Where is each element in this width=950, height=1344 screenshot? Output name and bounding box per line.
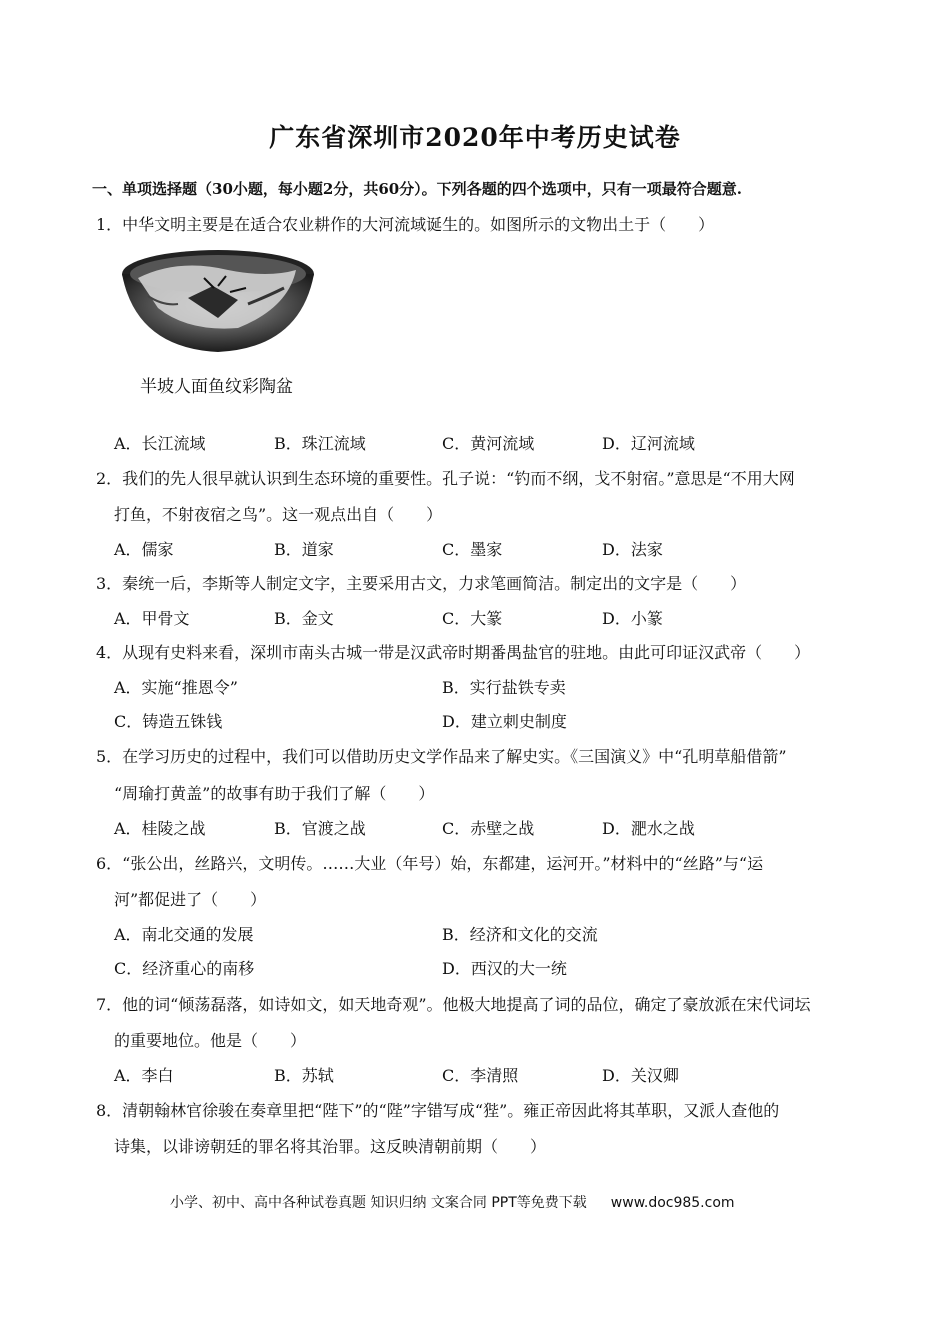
- q4-option-b: B．实行盐铁专卖: [442, 678, 566, 697]
- q2-option-c: C．墨家: [442, 540, 503, 559]
- q6-option-b: B．经济和文化的交流: [442, 925, 598, 944]
- q3-option-c: C．大篆: [442, 609, 503, 628]
- question-8-text: 8．清朝翰林官徐骏在奏章里把“陛下”的“陛”字错写成“狴”。雍正帝因此将其革职，又派人查他的: [96, 1101, 780, 1120]
- q5-option-d: D．淝水之战: [602, 819, 695, 838]
- question-2-text-cont: 打鱼，不射夜宿之鸟”。这一观点出自（ ）: [114, 505, 443, 524]
- q2-option-b: B．道家: [274, 540, 334, 559]
- q1-option-b: B．珠江流域: [274, 434, 366, 453]
- q4-option-a: A．实施“推恩令”: [114, 678, 238, 697]
- question-4-text: 4．从现有史料来看，深圳市南头古城一带是汉武帝时期番禺盐官的驻地。由此可印证汉武帝（ ）: [96, 643, 811, 662]
- q7-option-a: A．李白: [114, 1066, 174, 1085]
- image-caption: 半坡人面鱼纹彩陶盆: [140, 377, 293, 397]
- q2-option-a: A．儒家: [114, 540, 174, 559]
- question-7-text: 7．他的词“倾荡磊落，如诗如文，如天地奇观”。他极大地提高了词的品位，确定了豪放派在宋代词坛: [96, 995, 811, 1014]
- page-title: 广东省深圳市2020年中考历史试卷: [269, 123, 681, 152]
- question-8-text-cont: 诗集，以诽谤朝廷的罪名将其治罪。这反映清朝前期（ ）: [114, 1137, 547, 1156]
- question-7-text-cont: 的重要地位。他是（ ）: [114, 1031, 307, 1050]
- q6-option-d: D．西汉的大一统: [442, 959, 567, 978]
- question-6-text-cont: 河”都促进了（ ）: [114, 890, 267, 909]
- q3-option-d: D．小篆: [602, 609, 663, 628]
- q4-option-d: D．建立刺史制度: [442, 712, 567, 731]
- q1-option-a: A．长江流域: [114, 434, 206, 453]
- q1-option-c: C．黄河流域: [442, 434, 535, 453]
- q5-option-b: B．官渡之战: [274, 819, 366, 838]
- question-1-text: 1．中华文明主要是在适合农业耕作的大河流域诞生的。如图所示的文物出土于（ ）: [96, 215, 715, 234]
- q3-option-a: A．甲骨文: [114, 609, 190, 628]
- question-5-text: 5．在学习历史的过程中，我们可以借助历史文学作品来了解史实。《三国演义》中“孔明草船借箭”: [96, 747, 787, 766]
- q6-option-a: A．南北交通的发展: [114, 925, 254, 944]
- q7-option-c: C．李清照: [442, 1066, 519, 1085]
- page-footer: [170, 1192, 735, 1212]
- footer-site-link[interactable]: www.doc985.com: [610, 1195, 735, 1211]
- q4-option-c: C．铸造五铢钱: [114, 712, 223, 731]
- question-3-text: 3．秦统一后，李斯等人制定文字，主要采用古文，力求笔画简洁。制定出的文字是（ ）: [96, 574, 747, 593]
- question-2-text: 2．我们的先人很早就认识到生态环境的重要性。孔子说：“钓而不纲，戈不射宿。”意思是“不用大网: [96, 469, 795, 488]
- q7-option-d: D．关汉卿: [602, 1066, 679, 1085]
- q2-option-d: D．法家: [602, 540, 663, 559]
- question-6-text: 6．“张公出，丝路兴，文明传。……大业（年号）始，东都建，运河开。”材料中的“丝路”与“运: [96, 854, 764, 873]
- q1-option-d: D．辽河流域: [602, 434, 695, 453]
- q7-option-b: B．苏轼: [274, 1066, 334, 1085]
- question-5-text-cont: “周瑜打黄盖”的故事有助于我们了解（ ）: [114, 784, 435, 803]
- pottery-basin-icon: [118, 248, 318, 358]
- q5-option-c: C．赤壁之战: [442, 819, 535, 838]
- section-header: 一、单项选择题（30小题，每小题2分，共60分）。下列各题的四个选项中，只有一项最符合题意.: [92, 180, 742, 198]
- q5-option-a: A．桂陵之战: [114, 819, 206, 838]
- q3-option-b: B．金文: [274, 609, 334, 628]
- footer-text: 小学、初中、高中各种试卷真题 知识归纳 文案合同 PPT等免费下载: [170, 1195, 587, 1211]
- q6-option-c: C．经济重心的南移: [114, 959, 255, 978]
